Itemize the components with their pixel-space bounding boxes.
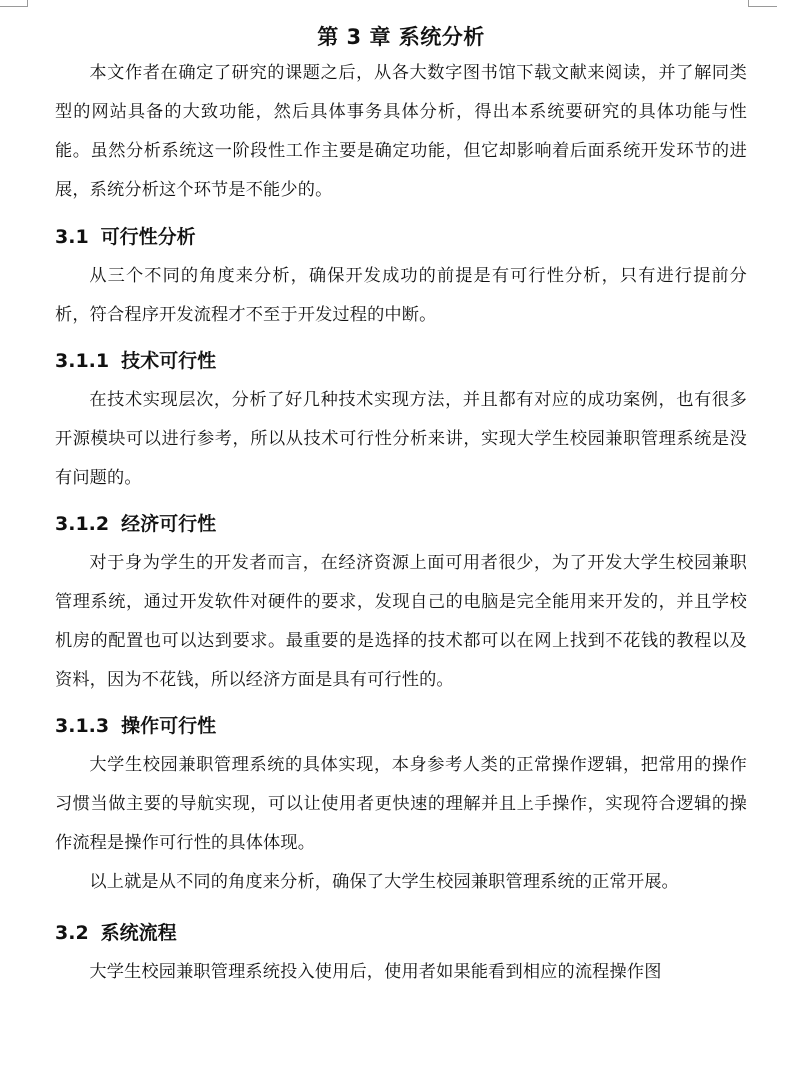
section-title: 系统流程	[100, 922, 177, 944]
section-title: 可行性分析	[100, 226, 196, 248]
section-heading-3-2	[55, 913, 747, 953]
subsection-heading-3-1-2	[55, 504, 747, 544]
subsection-title: 经济可行性	[121, 513, 217, 535]
section-3-2-paragraph: 大学生校园兼职管理系统投入使用后，使用者如果能看到相应的流程操作图	[89, 962, 662, 982]
subsection-number: 3.1.2	[55, 513, 110, 535]
subsection-3-1-2-paragraph: 对于身为学生的开发者而言，在经济资源上面可用者很少，为了开发大学生校园兼职管理系统，通过开发软件对硬件的要求，发现自己的电脑是完全能用来开发的，并且学校机房的配置也可以达到要求。最重要的是选择的技术都可以在网上找到不花钱的教程以及资料，因为不花钱，所以经济方面是具有可行性的。	[55, 553, 747, 690]
chapter-title: 第 3 章 系统分析	[317, 25, 485, 49]
section-number: 3.1	[55, 226, 89, 248]
subsection-number: 3.1.1	[55, 350, 110, 372]
section-number: 3.2	[55, 922, 89, 944]
subsection-number: 3.1.3	[55, 715, 110, 737]
subsection-3-1-3-paragraph-2: 以上就是从不同的角度来分析，确保了大学生校园兼职管理系统的正常开展。	[89, 872, 679, 892]
subsection-heading-3-1-3	[55, 706, 747, 746]
page-corner-mark-right	[748, 0, 777, 7]
section-heading-3-1	[55, 217, 747, 257]
intro-paragraph: 本文作者在确定了研究的课题之后，从各大数字图书馆下载文献来阅读，并了解同类型的网站具备的大致功能，然后具体事务具体分析，得出本系统要研究的具体功能与性能。虽然分析系统这一阶段性工作主要是确定功能，但它却影响着后面系统开发环节的进展，系统分析这个环节是不能少的。	[55, 63, 747, 200]
page-corner-mark-left	[0, 0, 28, 7]
document-page	[55, 20, 747, 992]
subsection-3-1-3-paragraph-1: 大学生校园兼职管理系统的具体实现，本身参考人类的正常操作逻辑，把常用的操作习惯当做主要的导航实现，可以让使用者更快速的理解并且上手操作，实现符合逻辑的操作流程是操作可行性的具体体现。	[55, 755, 747, 853]
subsection-heading-3-1-1	[55, 341, 747, 381]
subsection-3-1-1-paragraph: 在技术实现层次，分析了好几种技术实现方法，并且都有对应的成功案例，也有很多开源模块可以进行参考，所以从技术可行性分析来讲，实现大学生校园兼职管理系统是没有问题的。	[55, 390, 747, 488]
subsection-title: 操作可行性	[121, 715, 217, 737]
subsection-title: 技术可行性	[121, 350, 217, 372]
section-3-1-paragraph: 从三个不同的角度来分析，确保开发成功的前提是有可行性分析，只有进行提前分析，符合程序开发流程才不至于开发过程的中断。	[55, 266, 747, 325]
